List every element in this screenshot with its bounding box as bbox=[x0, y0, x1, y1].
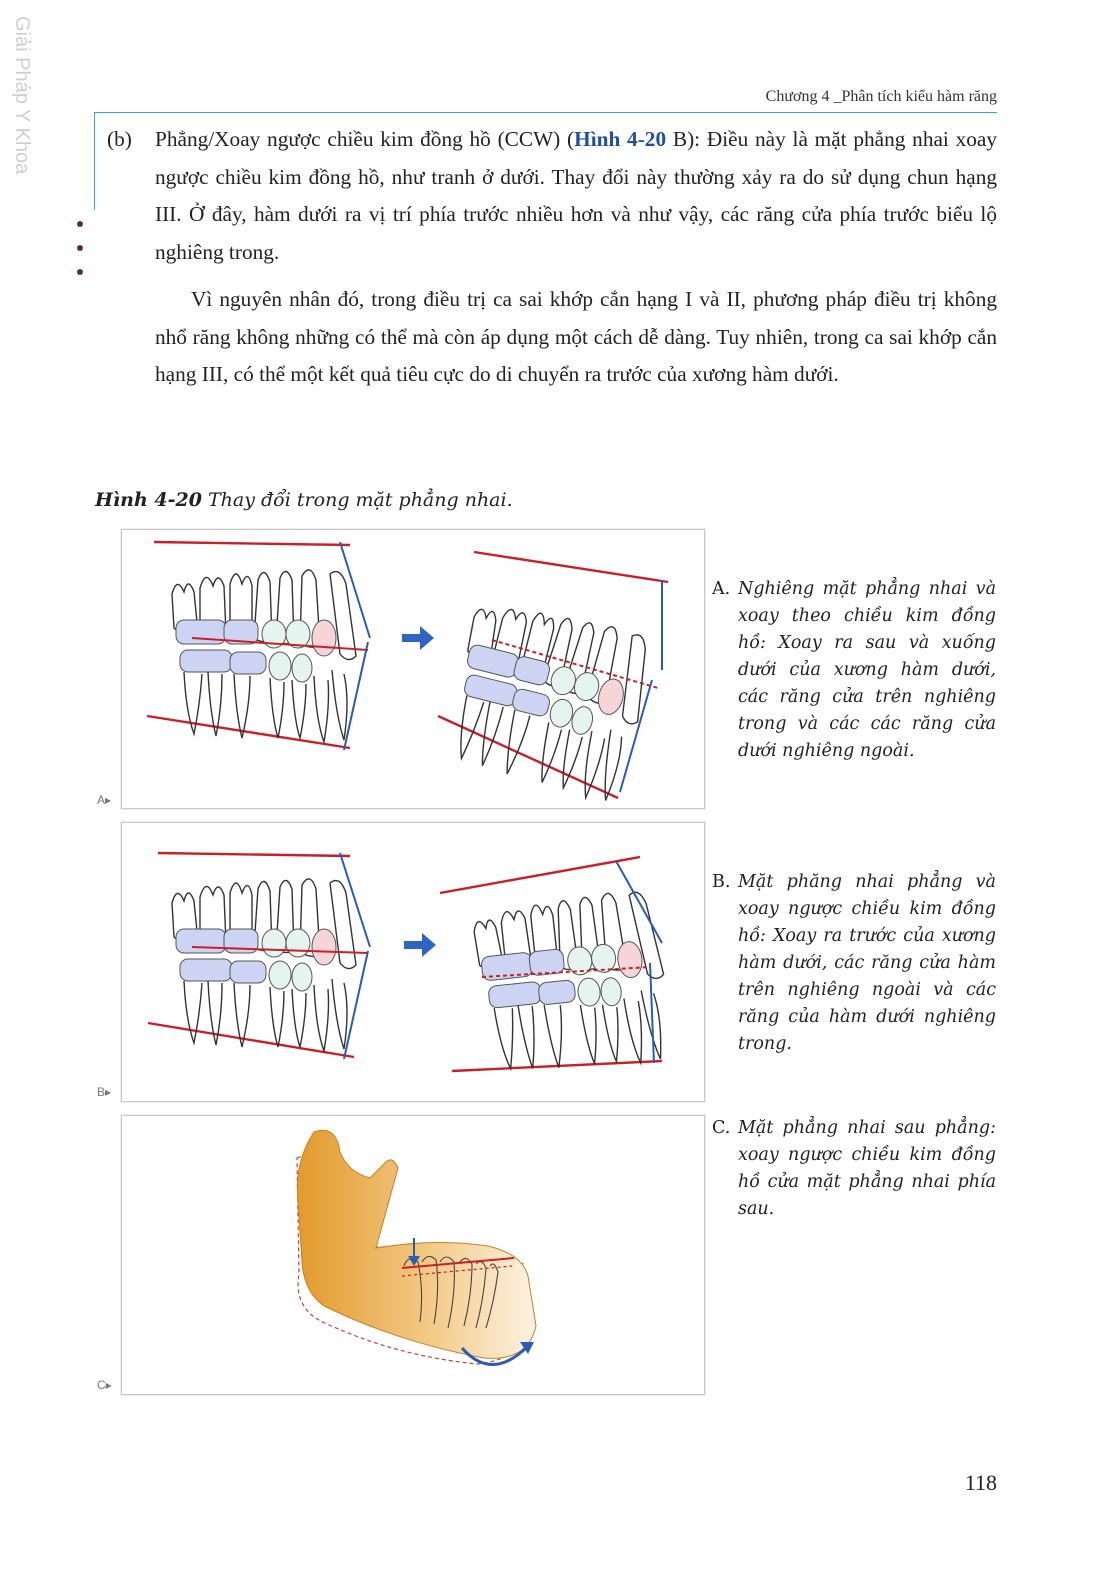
panel-b-description bbox=[712, 869, 996, 1058]
chapter-header: Chương 4 _Phân tích kiểu hàm răng bbox=[765, 88, 997, 105]
panel-text: Mặt phăng nhai phẳng và xoay ngược chiều kim đồng hồ: Xoay ra trước của xương hàm dưới, các răng cửa hàm trên nghiêng ngoài và các răng của hàm dưới nghiêng trong. bbox=[738, 872, 996, 1054]
figure-title: Thay đổi trong mặt phẳng nhai. bbox=[201, 489, 513, 511]
panel-tag-c: C▸ bbox=[97, 1378, 112, 1392]
panel-letter: C. bbox=[712, 1118, 731, 1138]
panel-text: Mặt phẳng nhai sau phẳng: xoay ngược chiều kim đồng hồ cửa mặt phẳng nhai phía sau. bbox=[738, 1118, 996, 1219]
watermark-text bbox=[0, 8, 33, 208]
figure-panel-a bbox=[121, 529, 705, 809]
panel-tag-b: B▸ bbox=[97, 1085, 112, 1099]
mandible-diagram bbox=[122, 1116, 704, 1394]
paragraph-b bbox=[107, 121, 997, 271]
side-rule bbox=[94, 112, 95, 210]
dental-arch-diagram-b bbox=[122, 823, 704, 1101]
panel-c-description bbox=[712, 1115, 996, 1223]
paragraph-2: Vì nguyên nhân đó, trong điều trị ca sai khớp cắn hạng I và II, phương pháp điều trị không nhổ răng không những có thể mà còn áp dụng một cách dễ dàng. Tuy nhiên, trong ca sai khớp cắn hạng III, có thể một kết quả tiêu cực do di chuyển ra trước của xương hàm dưới. bbox=[155, 287, 997, 386]
page-number: 118 bbox=[964, 1470, 997, 1495]
panel-text: Nghiêng mặt phẳng nhai và xoay theo chiều kim đồng hồ: Xoay ra sau và xuống dưới của xương hàm dưới, các răng cửa trên nghiêng trong và các các răng cửa dưới nghiêng ngoài. bbox=[738, 579, 996, 761]
item-label: (b) bbox=[107, 127, 132, 151]
bullet-dot bbox=[77, 221, 83, 227]
figure-reference-link[interactable]: Hình 4-20 bbox=[574, 127, 667, 151]
bullet-dot bbox=[77, 269, 83, 275]
header-rule bbox=[94, 112, 997, 113]
svg-text:Giải Pháp Y Khoa: Giải Pháp Y Khoa bbox=[11, 16, 33, 175]
panel-letter: A. bbox=[712, 579, 731, 599]
dental-arch-diagram-a bbox=[122, 530, 704, 808]
figure-number: Hình 4-20 bbox=[95, 489, 202, 511]
figure-panel-b bbox=[121, 822, 705, 1102]
paragraph-b-text-cont: B): Điều này là mặt phẳng nhai xoay ngược chiều kim đồng hồ, như tranh ở dưới. Thay đổi này thường xảy ra do sử dụng chun hạng III. Ở đây, hàm dưới ra vị trí phía trước nhiều hơn và như vậy, các răng cửa phía trước biểu lộ nghiêng trong. bbox=[155, 127, 997, 264]
figure-panel-c bbox=[121, 1115, 705, 1395]
bullet-dot bbox=[77, 245, 83, 251]
panel-letter: B. bbox=[712, 872, 731, 892]
panel-a-description bbox=[712, 576, 996, 765]
paragraph-b-text: Phẳng/Xoay ngược chiều kim đồng hồ (CCW) ( bbox=[155, 127, 575, 151]
panel-tag-a: A▸ bbox=[97, 793, 112, 807]
figure-caption bbox=[95, 489, 513, 511]
